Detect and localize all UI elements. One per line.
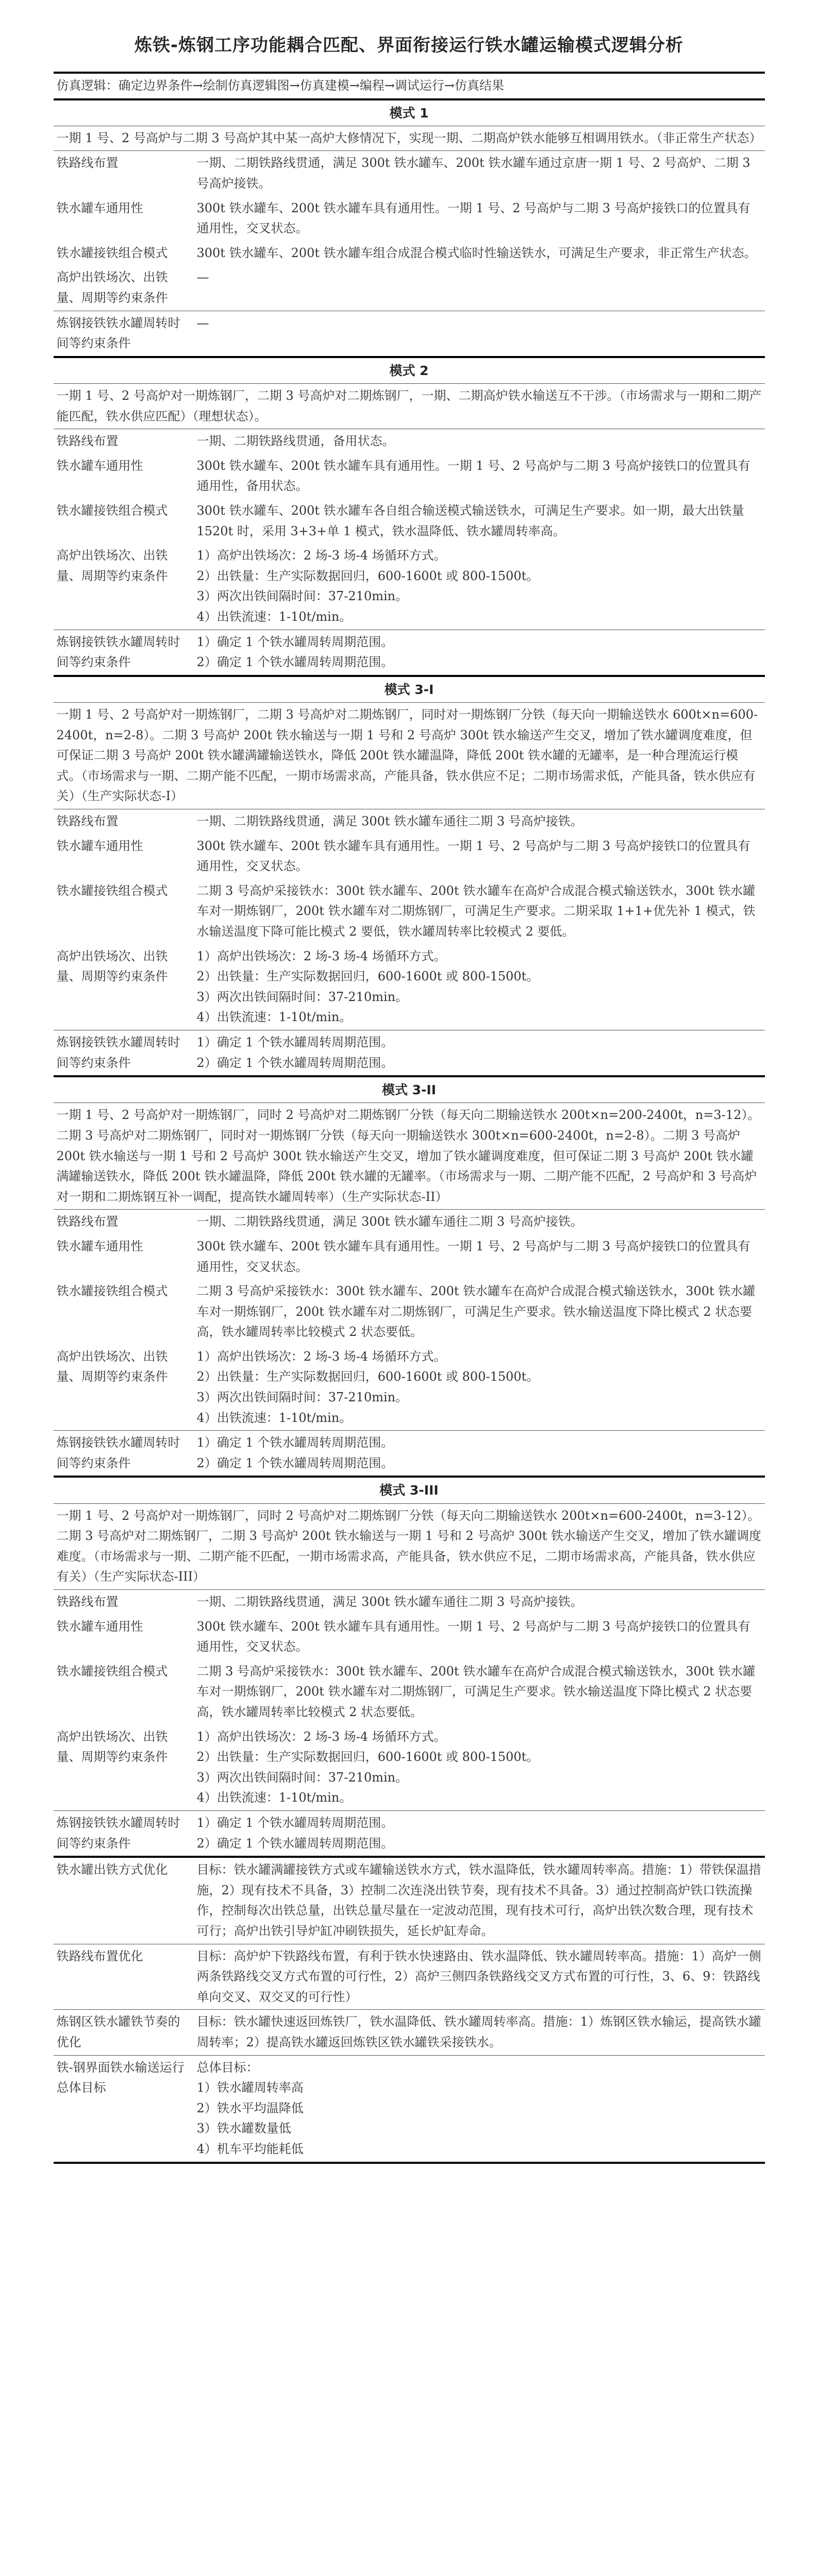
table-row <box>54 196 765 241</box>
process-row <box>54 73 765 99</box>
row-label: 铁路线布置 <box>54 429 194 454</box>
mode-description: 一期 1 号、2 号高炉对一期炼钢厂，同时 2 号高炉对二期炼钢厂分铁（每天向二期输送铁水 200t×n=200-2400t，n=3-12）。二期 3 号高炉对二期炼钢厂，同时对一期炼钢厂分铁（每天向一期输送铁水 300t×n=600-2400t，n=2-8）。二期 3 号高炉 200t 铁水输送与一期 1 号和 2 号高炉 300t 铁水输送产生交叉，增加了铁水罐调度难度，但可保证二期 3 号高炉 200t 铁水罐满罐输送铁水，降低 200t 铁水罐温降，降低 200t 铁水罐的无罐率。（市场需求与一期、二期产能不匹配，2 号高炉和 3 号高炉对一期和二期炼钢互补一调配，提高铁水罐周转率）（生产实际状态-II） <box>54 1103 765 1210</box>
table-row <box>54 1279 765 1345</box>
mode-heading: 模式 3-I <box>54 676 765 703</box>
table-row <box>54 1234 765 1279</box>
value-line: 4）出铁流速：1-10t/min。 <box>196 1410 352 1425</box>
value-line: 300t 铁水罐车、200t 铁水罐车具有通用性。一期 1 号、2 号高炉与二期 3 号高炉接铁口的位置具有通用性，交叉状态。 <box>196 838 750 874</box>
row-value <box>194 429 765 454</box>
value-line: 2）确定 1 个铁水罐周转周期范围。 <box>196 1836 394 1851</box>
mode-heading: 模式 3-II <box>54 1076 765 1103</box>
value-line: 3）两次出铁间隔时间：37-210min。 <box>196 1770 408 1785</box>
row-label: 铁水罐车通用性 <box>56 1239 143 1253</box>
value-line: 1）高炉出铁场次：2 场-3 场-4 场循环方式。 <box>196 1729 446 1744</box>
value-line: 二期 3 号高炉采接铁水：300t 铁水罐车、200t 铁水罐车在高炉合成混合模式输送铁水，300t 铁水罐车对一期炼钢厂，200t 铁水罐车对二期炼钢厂，可满足生产要求。二期采取 1+1+优先补 1 模式，铁水输送温度下降可能比模式 2 要低，铁水罐周转率比较模式 2 要低。 <box>196 883 756 939</box>
row-value <box>194 1590 765 1615</box>
row-label: 铁水罐车通用性 <box>56 838 143 853</box>
summary-value <box>194 1944 765 2010</box>
row-label: 铁水罐接铁组合模式 <box>56 1284 168 1299</box>
row-value <box>194 879 765 944</box>
value-line: 300t 铁水罐车、200t 铁水罐车具有通用性。一期 1 号、2 号高炉与二期 3 号高炉接铁口的位置具有通用性，交叉状态。 <box>196 1619 750 1654</box>
row-label: 高炉出铁场次、出铁量、周期等约束条件 <box>56 548 168 583</box>
table-row <box>54 1725 765 1811</box>
mode-heading: 模式 1 <box>54 99 765 126</box>
row-label: 铁水罐车通用性 <box>56 458 143 473</box>
value-line: 2）出铁量：生产实际数据回归，600-1600t 或 800-1500t。 <box>196 969 539 984</box>
row-label: 高炉出铁场次、出铁量、周期等约束条件 <box>56 270 168 305</box>
row-label: 铁水罐接铁组合模式 <box>56 245 168 260</box>
row-value <box>194 241 765 266</box>
value-line: 300t 铁水罐车、200t 铁水罐车具有通用性。一期 1 号、2 号高炉与二期 3 号高炉接铁口的位置具有通用性，备用状态。 <box>196 458 750 494</box>
value-line: 300t 铁水罐车、200t 铁水罐车具有通用性。一期 1 号、2 号高炉与二期 3 号高炉接铁口的位置具有通用性，交叉状态。 <box>196 1239 750 1274</box>
mode-description-row <box>54 1103 765 1210</box>
row-label: 高炉出铁场次、出铁量、周期等约束条件 <box>56 1729 168 1765</box>
table-row <box>54 1210 765 1234</box>
row-value <box>194 151 765 196</box>
summary-row <box>54 1944 765 2010</box>
mode-description: 一期 1 号、2 号高炉与二期 3 号高炉其中某一高炉大修情况下，实现一期、二期高炉铁水能够互相调用铁水。（非正常生产状态） <box>54 126 765 151</box>
value-line: 1）高炉出铁场次：2 场-3 场-4 场循环方式。 <box>196 548 446 563</box>
process-line: 仿真逻辑：确定边界条件→绘制仿真逻辑图→仿真建模→编程→调试运行→仿真结果 <box>54 73 765 99</box>
value-line: 一期、二期铁路线贯通，满足 300t 铁水罐车通往二期 3 号高炉接铁。 <box>196 1595 583 1609</box>
mode-description-row <box>54 384 765 429</box>
value-line: 1）确定 1 个铁水罐周转周期范围。 <box>196 634 394 649</box>
mode-description-row <box>54 126 765 151</box>
value-line: 4）出铁流速：1-10t/min。 <box>196 609 352 624</box>
row-value <box>194 1615 765 1659</box>
table-row <box>54 429 765 454</box>
value-line: 总体目标： <box>196 2060 259 2075</box>
summary-row <box>54 1857 765 1944</box>
row-label: 铁水罐接铁组合模式 <box>56 883 168 898</box>
value-line: 2）出铁量：生产实际数据回归，600-1600t 或 800-1500t。 <box>196 568 539 583</box>
value-line: 2）确定 1 个铁水罐周转周期范围。 <box>196 1455 394 1470</box>
summary-value <box>194 2055 765 2162</box>
row-label: 炼钢接铁铁水罐周转时间等约束条件 <box>54 630 194 676</box>
value-line: 1）铁水罐周转率高 <box>196 2080 304 2095</box>
row-value <box>194 1811 765 1857</box>
value-line: 2）出铁量：生产实际数据回归，600-1600t 或 800-1500t。 <box>196 1750 539 1765</box>
row-value <box>194 630 765 676</box>
table-row <box>54 809 765 834</box>
row-value <box>194 1030 765 1076</box>
table-row <box>54 1431 765 1477</box>
value-line: 3）两次出铁间隔时间：37-210min。 <box>196 989 408 1004</box>
analysis-table <box>54 72 765 2164</box>
row-value <box>194 1725 765 1811</box>
value-line: 3）两次出铁间隔时间：37-210min。 <box>196 589 408 604</box>
mode-description: 一期 1 号、2 号高炉对一期炼钢厂，二期 3 号高炉对二期炼钢厂，同时对一期炼钢厂分铁（每天向一期输送铁水 600t×n=600-2400t，n=2-8）。二期 3 号高炉 200t 铁水输送与一期 1 号和 2 号高炉 300t 铁水输送产生交叉，增加了铁水罐调度难度，但可保证二期 3 号高炉 200t 铁水罐满罐输送铁水，降低 200t 铁水罐温降，降低 200t 铁水罐的无罐率，是一种合理流运行模式。（市场需求与一期、二期产能不匹配，一期市场需求高，产能具备，铁水供应不足；二期市场需求低，产能具备，铁水供应有关）（生产实际状态-I） <box>54 703 765 809</box>
value-line: — <box>196 315 209 330</box>
value-line: 3）铁水罐数量低 <box>196 2121 291 2136</box>
value-line: 2）确定 1 个铁水罐周转周期范围。 <box>196 655 394 670</box>
row-value <box>194 1210 765 1234</box>
mode-heading-row <box>54 99 765 126</box>
table-row <box>54 241 765 266</box>
table-row <box>54 630 765 676</box>
value-line: 2）铁水平均温降低 <box>196 2100 304 2115</box>
value-line: 2）确定 1 个铁水罐周转周期范围。 <box>196 1055 394 1070</box>
table-row <box>54 1345 765 1431</box>
mode-heading-row <box>54 1477 765 1503</box>
table-row <box>54 1030 765 1076</box>
mode-heading-row <box>54 676 765 703</box>
value-line: 300t 铁水罐车、200t 铁水罐车具有通用性。一期 1 号、2 号高炉与二期 3 号高炉接铁口的位置具有通用性，交叉状态。 <box>196 200 750 236</box>
row-label: 炼钢接铁铁水罐周转时间等约束条件 <box>54 1811 194 1857</box>
value-line: 一期、二期铁路线贯通，备用状态。 <box>196 434 395 449</box>
value-line: — <box>196 270 209 285</box>
table-row <box>54 1811 765 1857</box>
row-label: 铁水罐车通用性 <box>56 200 143 215</box>
value-line: 1）高炉出铁场次：2 场-3 场-4 场循环方式。 <box>196 948 446 963</box>
table-row <box>54 944 765 1030</box>
row-label: 高炉出铁场次、出铁量、周期等约束条件 <box>56 948 168 984</box>
row-value <box>194 311 765 357</box>
row-value <box>194 944 765 1030</box>
summary-row <box>54 2010 765 2055</box>
row-value <box>194 1279 765 1345</box>
summary-value <box>194 2010 765 2055</box>
value-line: 1）确定 1 个铁水罐周转周期范围。 <box>196 1816 394 1830</box>
summary-value <box>194 1857 765 1944</box>
table-row <box>54 544 765 630</box>
row-label: 铁路线布置 <box>54 151 194 196</box>
table-row <box>54 499 765 544</box>
value-line: 一期、二期铁路线贯通，满足 300t 铁水罐车通往二期 3 号高炉接铁。 <box>196 814 583 828</box>
value-line: 300t 铁水罐车、200t 铁水罐车组合成混合模式临时性输送铁水，可满足生产要求，非正常生产状态。 <box>196 245 757 260</box>
row-label: 铁路线布置 <box>54 1590 194 1615</box>
table-row <box>54 1659 765 1725</box>
mode-heading: 模式 3-III <box>54 1477 765 1503</box>
summary-label: 炼钢区铁水罐铁节奏的优化 <box>54 2010 194 2055</box>
summary-label: 铁路线布置优化 <box>54 1944 194 2010</box>
row-value <box>194 834 765 879</box>
value-line: 4）出铁流速：1-10t/min。 <box>196 1790 352 1805</box>
table-row <box>54 879 765 944</box>
summary-label: 铁-钢界面铁水输送运行总体目标 <box>54 2055 194 2162</box>
table-row <box>54 1615 765 1659</box>
row-value <box>194 1659 765 1725</box>
row-label: 铁水罐车通用性 <box>56 1619 143 1634</box>
mode-heading: 模式 2 <box>54 357 765 384</box>
row-label: 铁水罐接铁组合模式 <box>56 503 168 518</box>
table-row <box>54 1590 765 1615</box>
table-row <box>54 311 765 357</box>
row-label: 炼钢接铁铁水罐周转时间等约束条件 <box>54 1030 194 1076</box>
mode-heading-row <box>54 1076 765 1103</box>
row-value <box>194 809 765 834</box>
row-value <box>194 1431 765 1477</box>
value-line: 1）高炉出铁场次：2 场-3 场-4 场循环方式。 <box>196 1349 446 1364</box>
value-line: 目标：铁水罐快速返回炼铁厂，铁水温降低、铁水罐周转率高。措施：1）炼钢区铁水输运，提高铁水罐周转率；2）提高铁水罐返回炼铁区铁水罐铁采接铁水。 <box>196 2014 761 2049</box>
row-label: 铁路线布置 <box>54 1210 194 1234</box>
summary-label: 铁水罐出铁方式优化 <box>54 1857 194 1944</box>
value-line: 一期、二期铁路线贯通，满足 300t 铁水罐车、200t 铁水罐车通过京唐一期 1 号、2 号高炉、二期 3 号高炉接铁。 <box>196 156 750 191</box>
row-label: 铁路线布置 <box>54 809 194 834</box>
value-line: 二期 3 号高炉采接铁水：300t 铁水罐车、200t 铁水罐车在高炉合成混合模式输送铁水，300t 铁水罐车对一期炼钢厂，200t 铁水罐车对二期炼钢厂，可满足生产要求。铁水输送温度下降比模式 2 状态要高，铁水罐周转率比较模式 2 状态要低。 <box>196 1284 756 1340</box>
row-value <box>194 454 765 499</box>
mode-heading-row <box>54 357 765 384</box>
mode-description: 一期 1 号、2 号高炉对一期炼钢厂，二期 3 号高炉对二期炼钢厂，一期、二期高炉铁水输送互不干涉。（市场需求与一期和二期产能匹配，铁水供应匹配）（理想状态）。 <box>54 384 765 429</box>
mode-description-row <box>54 703 765 809</box>
row-value <box>194 1345 765 1431</box>
value-line: 4）机车平均能耗低 <box>196 2141 304 2156</box>
row-value <box>194 196 765 241</box>
table-row <box>54 834 765 879</box>
row-value <box>194 544 765 630</box>
mode-description-row <box>54 1503 765 1589</box>
row-value <box>194 265 765 311</box>
value-line: 300t 铁水罐车、200t 铁水罐车各自组合输送模式输送铁水，可满足生产要求。如一期，最大出铁量 1520t 时，采用 3+3+单 1 模式，铁水温降低、铁水罐周转率高。 <box>196 503 744 538</box>
row-label: 炼钢接铁铁水罐周转时间等约束条件 <box>54 1431 194 1477</box>
row-label: 炼钢接铁铁水罐周转时间等约束条件 <box>54 311 194 357</box>
value-line: 二期 3 号高炉采接铁水：300t 铁水罐车、200t 铁水罐车在高炉合成混合模式输送铁水，300t 铁水罐车对一期炼钢厂，200t 铁水罐车对二期炼钢厂，可满足生产要求。铁水输送温度下降比模式 2 状态要高，铁水罐周转率比较模式 2 状态要低。 <box>196 1664 756 1720</box>
row-label: 铁水罐接铁组合模式 <box>56 1664 168 1679</box>
table-row <box>54 454 765 499</box>
mode-description: 一期 1 号、2 号高炉对一期炼钢厂，同时 2 号高炉对二期炼钢厂分铁（每天向二期输送铁水 200t×n=600-2400t，n=3-12）。二期 3 号高炉对二期炼钢厂，二期 3 号高炉 200t 铁水输送与一期 1 号和 2 号高炉 300t 铁水输送产生交叉，增加了铁水罐调度难度。（市场需求与一期、二期产能不匹配，一期市场需求高，产能具备，铁水供应不足，二期市场需求高，产能具备，铁水供应有关）（生产实际状态-III） <box>54 1503 765 1589</box>
value-line: 目标：高炉炉下铁路线布置，有利于铁水快速路由、铁水温降低、铁水罐周转率高。措施：1）高炉一侧两条铁路线交叉方式布置的可行性，2）高炉三侧四条铁路线交叉方式布置的可行性，3、6、9：铁路线单向交叉、双交叉的可行性） <box>196 1948 761 2004</box>
value-line: 目标：铁水罐满罐接铁方式或车罐输送铁水方式，铁水温降低，铁水罐周转率高。措施：1）带铁保温措施，2）现有技术不具备，3）控制二次连浇出铁节奏，现有技术不具备。3）通过控制高炉铁口铁流操作，控制每次出铁总量，出铁总量尽量在一定波动范围，现有技术可行，高炉出铁次数合理，现有技术可行；高炉出铁引导炉缸冲刷铁损失，延长炉缸寿命。 <box>196 1862 761 1938</box>
table-row <box>54 265 765 311</box>
row-value <box>194 1234 765 1279</box>
value-line: 2）出铁量：生产实际数据回归，600-1600t 或 800-1500t。 <box>196 1369 539 1384</box>
value-line: 1）确定 1 个铁水罐周转周期范围。 <box>196 1035 394 1049</box>
value-line: 1）确定 1 个铁水罐周转周期范围。 <box>196 1435 394 1450</box>
table-row <box>54 151 765 196</box>
value-line: 4）出铁流速：1-10t/min。 <box>196 1010 352 1025</box>
value-line: 一期、二期铁路线贯通，满足 300t 铁水罐车通往二期 3 号高炉接铁。 <box>196 1214 583 1229</box>
document-title: 炼铁-炼钢工序功能耦合匹配、界面衔接运行铁水罐运输模式逻辑分析 <box>134 35 684 56</box>
value-line: 3）两次出铁间隔时间：37-210min。 <box>196 1390 408 1405</box>
summary-row <box>54 2055 765 2162</box>
row-value <box>194 499 765 544</box>
row-label: 高炉出铁场次、出铁量、周期等约束条件 <box>56 1349 168 1384</box>
